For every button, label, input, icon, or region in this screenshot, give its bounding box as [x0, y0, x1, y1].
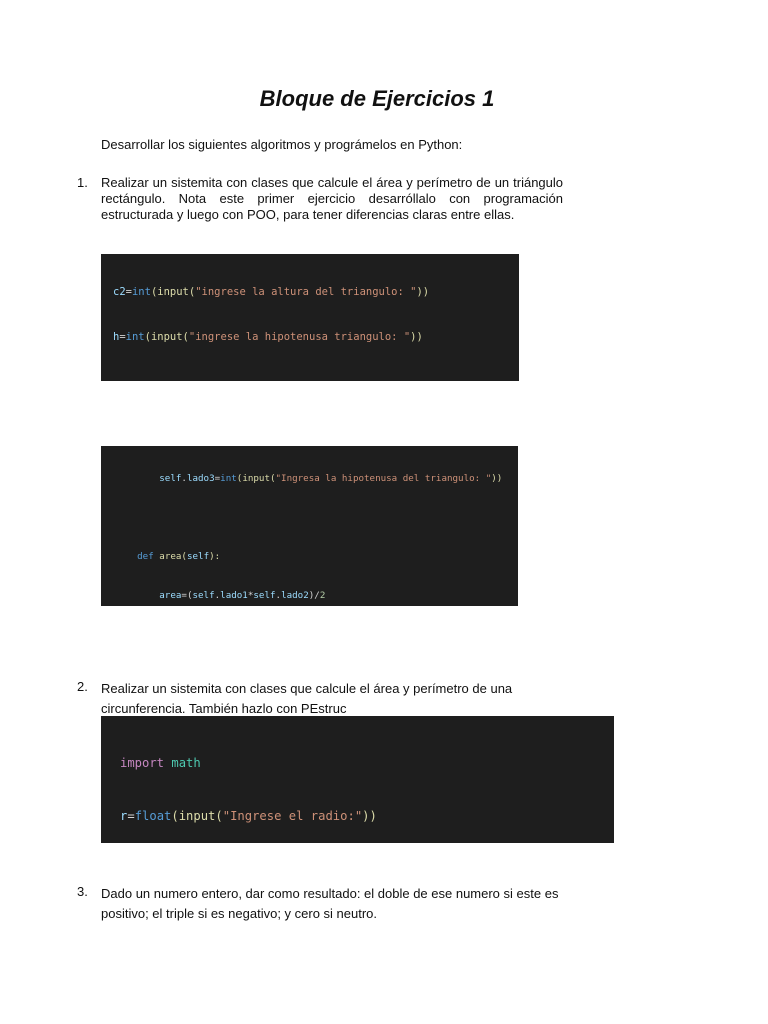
- code-line: def area(self):: [137, 551, 221, 562]
- code-block-1: [101, 254, 519, 381]
- code-line: [115, 511, 518, 524]
- code-block-3: [101, 716, 614, 843]
- code-line: h=int(input("ingrese la hipotenusa triangulo: ")): [113, 331, 423, 343]
- code-line: self.lado3=int(input("Ingresa la hipotenusa del triangulo: ")): [159, 473, 503, 484]
- code-line: import math: [120, 756, 201, 770]
- code-line: r=float(input("Ingrese el radio:")): [120, 808, 377, 823]
- code-line: c2=int(input("ingrese la altura del triangulo: ")): [113, 286, 430, 298]
- item-1-number: 1.: [77, 175, 88, 190]
- item-3-text: Dado un numero entero, dar como resultado: el doble de ese numero si este es positivo; el triple si es negativo; y cero si neutro.: [101, 886, 559, 921]
- intro-text: Desarrollar los siguientes algoritmos y prográmelos en Python:: [101, 137, 463, 152]
- item-1-text: Realizar un sistemita con clases que calcule el área y perímetro de un triángulo rectángulo. Nota este primer ejercicio desarróllalo con programación estructurada y luego con POO, para tener diferencias claras entre ellas.: [101, 175, 563, 222]
- code-block-2: [101, 446, 518, 606]
- code-line: [113, 375, 519, 381]
- code-line: area=(self.lado1*self.lado2)/2: [159, 590, 326, 601]
- page-title: Bloque de Ejercicios 1: [259, 86, 495, 111]
- item-2-number: 2.: [77, 679, 88, 694]
- item-2-text: Realizar un sistemita con clases que calcule el área y perímetro de una circunferencia. También hazlo con PEstruc: [101, 681, 513, 716]
- item-3-number: 3.: [77, 884, 88, 899]
